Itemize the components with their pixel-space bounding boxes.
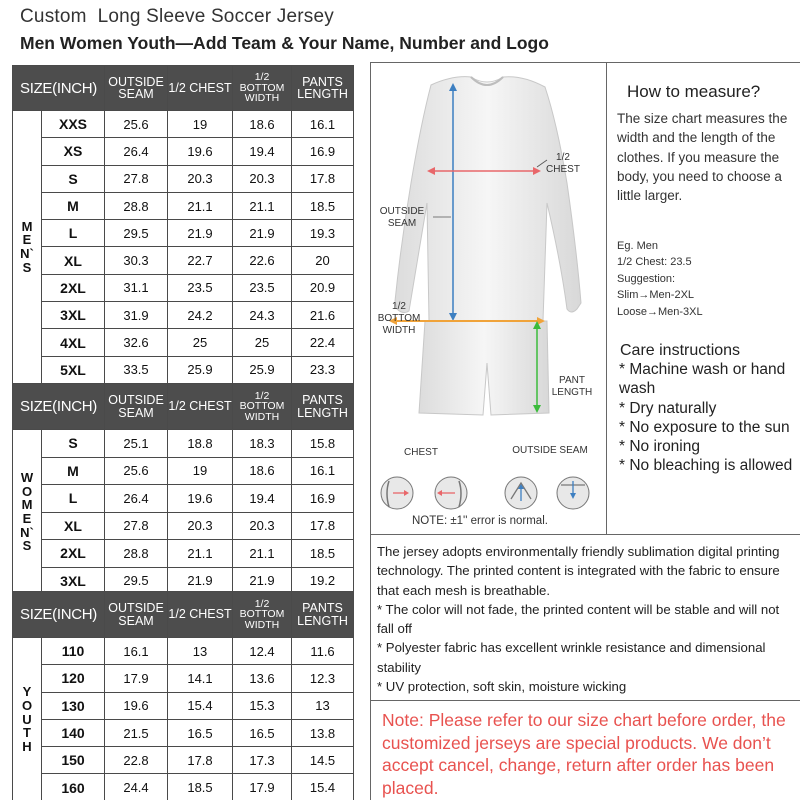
cell-size: 2XL [42,540,105,568]
garment-diagram [371,63,606,533]
cell-pants-length: 16.9 [292,485,354,513]
cell-size: M [42,192,105,219]
cell-outside-seam: 31.1 [105,274,168,301]
description-paragraph: The jersey adopts environmentally friendly sublimation digital printing technology. The printed content is integrated with the fabric to ensure that each mesh is breathable. [377,544,780,598]
seam-icon-1 [505,477,537,509]
order-note: Note: Please refer to our size chart before order, the customized jerseys are special products. We don’t accept cancel, change, return after order has been placed. [382,710,786,798]
description-paragraph: * The color will not fade, the printed content will be stable and will not fall off [377,601,780,637]
cell-half-chest: 25 [168,329,233,356]
group-label-text: YOUTH [21,684,33,754]
list-item: * No bleaching is allowed [619,457,793,475]
example-chest: 1/2 Chest: 23.5 [617,256,692,269]
cell-bottom-width: 21.1 [233,192,292,219]
cell-size: 2XL [42,274,105,301]
table-row [13,638,354,665]
description-paragraph: * Polyester fabric has excellent wrinkle resistance and dimensional stability [377,640,766,675]
fabric-description [377,542,797,696]
cell-size: S [42,430,105,458]
cell-outside-seam: 21.5 [105,719,168,746]
women-size-table [12,383,354,595]
cell-bottom-width: 13.6 [233,665,292,692]
table-row [13,485,354,513]
cell-half-chest: 20.3 [168,512,233,540]
cell-outside-seam: 29.5 [105,567,168,595]
cell-pants-length: 18.5 [292,192,354,219]
header-pants-length: PANTS LENGTH [292,592,354,638]
cell-half-chest: 19.6 [168,485,233,513]
cell-pants-length: 15.8 [292,430,354,458]
cell-half-chest: 18.5 [168,774,233,800]
header-pants-length: PANTS LENGTH [292,66,354,111]
cell-size: L [42,220,105,247]
cell-size: 110 [42,638,105,665]
table-header-row [13,384,354,430]
care-title: Care instructions [620,342,741,359]
table-header-row [13,592,354,638]
cell-half-chest: 21.1 [168,540,233,568]
cell-size: 3XL [42,567,105,595]
cell-outside-seam: 24.4 [105,774,168,800]
cell-half-chest: 21.1 [168,192,233,219]
cell-half-chest: 21.9 [168,567,233,595]
cell-half-chest: 19 [168,457,233,485]
cell-size: 4XL [42,329,105,356]
cell-pants-length: 19.2 [292,567,354,595]
cell-pants-length: 22.4 [292,329,354,356]
cell-outside-seam: 28.8 [105,540,168,568]
table-row [13,302,354,329]
youth-size-table [12,591,354,800]
table-row [13,430,354,458]
cell-size: 150 [42,747,105,774]
table-row [13,247,354,274]
cell-half-chest: 17.8 [168,747,233,774]
cell-bottom-width: 25 [233,329,292,356]
cell-size: XL [42,512,105,540]
header-size: SIZE(INCH) [13,592,105,638]
cell-outside-seam: 16.1 [105,638,168,665]
list-item: * Dry naturally [619,399,717,417]
how-to-measure-title: How to measure? [627,82,761,101]
half-bottom-width-label: 1/2 BOTTOM WIDTH [377,301,421,336]
cell-half-chest: 18.8 [168,430,233,458]
cell-pants-length: 23.3 [292,356,354,383]
table-row [13,192,354,219]
error-note: NOTE: ±1'' error is normal. [412,515,548,527]
header-half-chest: 1/2 CHEST [168,592,233,638]
header-size: SIZE(INCH) [13,66,105,111]
cell-half-chest: 22.7 [168,247,233,274]
cell-pants-length: 19.3 [292,220,354,247]
cell-half-chest: 14.1 [168,665,233,692]
cell-outside-seam: 33.5 [105,356,168,383]
shirt-shape [395,77,581,321]
table-row [13,512,354,540]
cell-outside-seam: 31.9 [105,302,168,329]
example-suggestion: Suggestion: [617,272,676,285]
header-half-bottom-width: 1/2 BOTTOM WIDTH [233,592,292,638]
header-outside-seam: OUTSIDE SEAM [105,592,168,638]
women-group-label [13,430,42,595]
table-row [13,540,354,568]
header-half-bottom-width: 1/2 BOTTOM WIDTH [233,66,292,111]
cell-pants-length: 17.8 [292,512,354,540]
cell-half-chest: 15.4 [168,692,233,719]
cell-bottom-width: 18.6 [233,457,292,485]
cell-size: XS [42,138,105,165]
header-half-chest: 1/2 CHEST [168,66,233,111]
table-header-row [13,66,354,111]
header-size: SIZE(INCH) [13,384,105,430]
description-paragraph: * UV protection, soft skin, moisture wicking [377,679,627,695]
cell-size: M [42,457,105,485]
cell-bottom-width: 16.5 [233,719,292,746]
cell-pants-length: 13 [292,692,354,719]
table-row [13,329,354,356]
cell-pants-length: 16.1 [292,111,354,138]
cell-half-chest: 16.5 [168,719,233,746]
header-outside-seam: OUTSIDE SEAM [105,384,168,430]
cell-pants-length: 16.1 [292,457,354,485]
cell-size: 120 [42,665,105,692]
header-outside-seam: OUTSIDE SEAM [105,66,168,111]
cell-size: L [42,485,105,513]
group-label-text: MEN`S [20,218,34,275]
list-item: * No exposure to the sun [619,418,790,436]
cell-outside-seam: 29.5 [105,220,168,247]
cell-outside-seam: 32.6 [105,329,168,356]
shorts-shape [419,321,549,415]
half-chest-label: 1/2 CHEST [546,152,580,175]
cell-half-chest: 13 [168,638,233,665]
header-half-chest: 1/2 CHEST [168,384,233,430]
cell-bottom-width: 22.6 [233,247,292,274]
title-line-1: Custom Long Sleeve Soccer Jersey [20,6,334,27]
cell-pants-length: 20.9 [292,274,354,301]
cell-outside-seam: 30.3 [105,247,168,274]
cell-outside-seam: 17.9 [105,665,168,692]
divider [370,700,800,701]
chest-icon-2 [435,477,467,509]
cell-outside-seam: 26.4 [105,138,168,165]
cell-half-chest: 20.3 [168,165,233,192]
cell-size: XL [42,247,105,274]
example-title: Eg. Men [617,240,658,252]
header-pants-length: PANTS LENGTH [292,384,354,430]
cell-pants-length: 14.5 [292,747,354,774]
example-slim: Slim→Men-2XL [617,289,695,302]
cell-bottom-width: 17.3 [233,747,292,774]
seam-icon-2 [557,477,589,509]
divider [370,534,800,535]
cell-outside-seam: 25.6 [105,111,168,138]
list-item: * No ironing [619,438,700,456]
cell-outside-seam: 25.1 [105,430,168,458]
cell-outside-seam: 19.6 [105,692,168,719]
cell-bottom-width: 15.3 [233,692,292,719]
table-row [13,665,354,692]
list-item: * Machine wash or hand wash [619,361,786,398]
cell-outside-seam: 28.8 [105,192,168,219]
cell-size: 130 [42,692,105,719]
cell-outside-seam: 22.8 [105,747,168,774]
chest-caption: CHEST [404,447,438,458]
cell-bottom-width: 18.6 [233,111,292,138]
table-row [13,111,354,138]
cell-size: 140 [42,719,105,746]
header-half-bottom-width: 1/2 BOTTOM WIDTH [233,384,292,430]
table-row [13,220,354,247]
table-row [13,457,354,485]
cell-size: S [42,165,105,192]
cell-outside-seam: 27.8 [105,512,168,540]
how-to-measure-text: The size chart measures the width and the length of the clothes. If you measure the body, you need to choose a little larger. [617,111,788,204]
cell-outside-seam: 26.4 [105,485,168,513]
care-list [619,360,800,476]
cell-outside-seam: 27.8 [105,165,168,192]
youth-group-label [13,638,42,800]
cell-pants-length: 16.9 [292,138,354,165]
table-row [13,165,354,192]
cell-size: 160 [42,774,105,800]
cell-pants-length: 15.4 [292,774,354,800]
cell-pants-length: 18.5 [292,540,354,568]
cell-half-chest: 19.6 [168,138,233,165]
cell-bottom-width: 19.4 [233,138,292,165]
group-label-text: WOMEN`S [20,470,34,554]
men-size-table [12,65,354,384]
cell-size: 5XL [42,356,105,383]
table-row [13,692,354,719]
cell-half-chest: 25.9 [168,356,233,383]
cell-bottom-width: 24.3 [233,302,292,329]
cell-pants-length: 17.8 [292,165,354,192]
cell-bottom-width: 19.4 [233,485,292,513]
cell-bottom-width: 12.4 [233,638,292,665]
cell-bottom-width: 17.9 [233,774,292,800]
cell-size: 3XL [42,302,105,329]
table-row [13,719,354,746]
cell-pants-length: 21.6 [292,302,354,329]
chest-icon-1 [381,477,413,509]
cell-bottom-width: 20.3 [233,165,292,192]
cell-bottom-width: 23.5 [233,274,292,301]
cell-half-chest: 23.5 [168,274,233,301]
cell-bottom-width: 21.9 [233,567,292,595]
cell-pants-length: 13.8 [292,719,354,746]
table-row [13,274,354,301]
cell-outside-seam: 25.6 [105,457,168,485]
cell-bottom-width: 25.9 [233,356,292,383]
table-row [13,774,354,800]
cell-pants-length: 12.3 [292,665,354,692]
cell-size: XXS [42,111,105,138]
cell-half-chest: 21.9 [168,220,233,247]
table-row [13,356,354,383]
cell-bottom-width: 21.1 [233,540,292,568]
cell-bottom-width: 21.9 [233,220,292,247]
divider [606,62,607,534]
outside-seam-caption: OUTSIDE SEAM [512,445,588,456]
cell-bottom-width: 20.3 [233,512,292,540]
table-row [13,747,354,774]
cell-half-chest: 19 [168,111,233,138]
cell-pants-length: 20 [292,247,354,274]
title-line-2: Men Women Youth—Add Team & Your Name, Number and Logo [20,33,549,53]
outside-seam-label: OUTSIDE SEAM [379,206,425,229]
cell-bottom-width: 18.3 [233,430,292,458]
table-row [13,138,354,165]
example-loose: Loose→Men-3XL [617,305,703,318]
men-group-label [13,111,42,384]
example-block [617,238,795,320]
cell-pants-length: 11.6 [292,638,354,665]
pant-length-label: PANT LENGTH [551,375,593,398]
cell-half-chest: 24.2 [168,302,233,329]
